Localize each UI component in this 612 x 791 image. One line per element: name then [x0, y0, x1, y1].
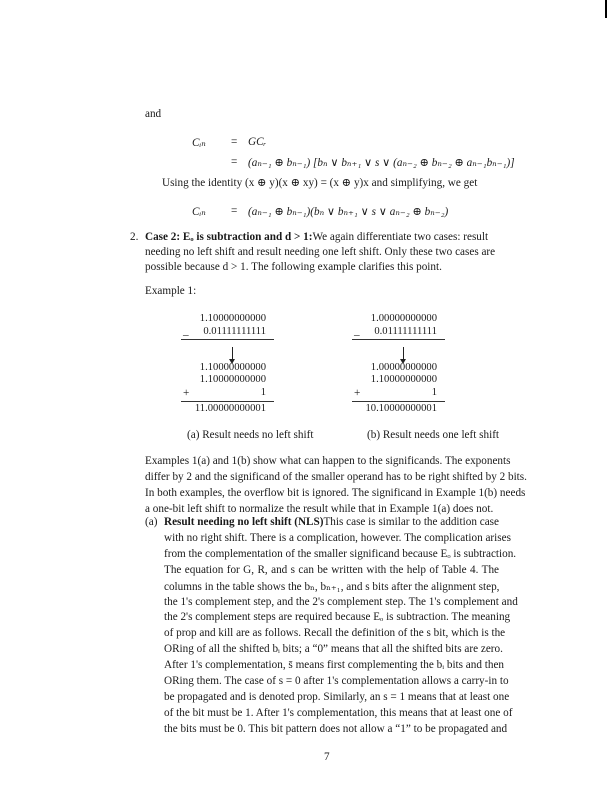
- case-2-line: possible because d > 1. The following example clarifies this point.: [145, 261, 442, 273]
- down-arrow-icon: [403, 347, 404, 361]
- subcase-a-line: columns in the table shows the bₙ, bₙ₊₁, and s bits after the alignment step,: [164, 580, 500, 593]
- subcase-a-line: be propagated and is denoted prop. Similarly, an s = 1 means that at least one: [164, 690, 510, 703]
- page-number: 7: [324, 751, 330, 763]
- identity-text: Using the identity (x ⊕ y)(x ⊕ xy) = (x ⊕ y)x and simplifying, we get: [162, 177, 478, 189]
- subcase-a-line: the bits must be 0. This bit pattern does not allow a “1” to be propagated and: [164, 722, 508, 735]
- subcase-a-line: the 1's complement step, and the 2's complement step. The 1's complement and: [164, 595, 518, 608]
- case-2-line: We again differentiate two cases: result: [312, 231, 489, 243]
- eq1-equals: =: [231, 136, 238, 148]
- left-operand-a: 1.10000000000: [199, 313, 266, 324]
- sum-rule: [181, 339, 274, 340]
- right-result: 10.10000000001: [365, 403, 437, 414]
- down-arrow-icon: [232, 347, 233, 361]
- case-2-line: needing no left shift and result needing one left shift. Only these two cases are: [145, 246, 496, 258]
- subcase-a-line: ORing them. The case of s = 0 after 1's complementation allows a carry-in to: [164, 675, 509, 687]
- minus-sign: _: [354, 325, 360, 337]
- intro-word: and: [145, 108, 162, 120]
- right-operand-b: 0.01111111111: [374, 326, 437, 337]
- subcase-a-line: from the complementation of the smaller significand because Eₒ is subtraction.: [164, 547, 517, 560]
- case-2-heading: Case 2: Eₒ is subtraction and d > 1:: [145, 231, 313, 243]
- case-2-number: 2.: [130, 231, 139, 243]
- right-row-2: 1.10000000000: [370, 374, 437, 385]
- eq2-lhs: Cᵢₙ: [192, 206, 206, 218]
- right-caption: (b) Result needs one left shift: [367, 429, 500, 441]
- left-row-3: 1: [260, 387, 266, 398]
- paragraph-line: a one-bit left shift to normalize the result while that in Example 1(a) does not.: [145, 503, 494, 515]
- paragraph-line: differ by 2 and the significand of the smaller operand has to be right shifted by 2 bits.: [145, 471, 527, 483]
- left-operand-b: 0.01111111111: [203, 326, 266, 337]
- subcase-a-line: This case is similar to the addition case: [323, 516, 499, 528]
- right-row-1: 1.00000000000: [370, 362, 437, 373]
- eq1-rhs2: (aₙ₋₁ ⊕ bₙ₋₁) [bₙ ∨ bₙ₊₁ ∨ s ∨ (aₙ₋₂ ⊕ bₙ₋₂ ⊕ aₙ₋₁bₙ₋₁)]: [248, 157, 515, 169]
- subcase-a-heading: Result needing no left shift (NLS): [164, 516, 324, 528]
- subcase-a-line: ORing of all the shifted bᵢ bits; a “0” means that all the shifted bits are zero.: [164, 643, 503, 656]
- eq1-rhs1: GCᵣ: [248, 136, 267, 148]
- subcase-a-line: After 1's complementation, s̄ means first complementing the bᵢ bits and then: [164, 659, 505, 672]
- subcase-a-line: the 2's complement steps are required because Eₒ is subtraction. The meaning: [164, 611, 511, 624]
- subcase-a-line: The equation for G, R, and s can be written with the help of Table 4. The: [164, 563, 499, 576]
- subcase-a-line: of prop and kill are as follows. Recall the definition of the s bit, which is the: [164, 627, 506, 640]
- right-row-3: 1: [431, 387, 437, 398]
- sum-rule: [352, 339, 445, 340]
- paragraph-line: Examples 1(a) and 1(b) show what can happen to the significands. The exponents: [145, 455, 511, 467]
- subcase-a-label: (a): [145, 516, 158, 528]
- sum-rule: [181, 401, 274, 402]
- left-result: 11.00000000001: [194, 403, 266, 414]
- plus-sign: +: [183, 387, 190, 399]
- eq1-lhs: Cᵢₙ: [192, 137, 206, 149]
- left-caption: (a) Result needs no left shift: [187, 429, 314, 441]
- sum-rule: [352, 401, 445, 402]
- eq1-equals-2: =: [231, 156, 238, 168]
- scan-edge-mark: [605, 0, 607, 18]
- left-row-1: 1.10000000000: [199, 362, 266, 373]
- eq2-equals: =: [231, 205, 238, 217]
- subcase-a-line: of the bit must be 1. After 1's complementation, this means that at least one of: [164, 706, 513, 719]
- example-label: Example 1:: [145, 285, 197, 297]
- paragraph-line: In both examples, the overflow bit is ignored. The significand in Example 1(b) needs: [145, 487, 526, 499]
- eq2-rhs: (aₙ₋₁ ⊕ bₙ₋₁)(bₙ ∨ bₙ₊₁ ∨ s ∨ aₙ₋₂ ⊕ bₙ₋₂): [248, 206, 449, 218]
- minus-sign: _: [183, 325, 189, 337]
- plus-sign: +: [354, 387, 361, 399]
- left-row-2: 1.10000000000: [199, 374, 266, 385]
- right-operand-a: 1.00000000000: [370, 313, 437, 324]
- subcase-a-line: with no right shift. There is a complication, however. The complication arises: [164, 531, 511, 544]
